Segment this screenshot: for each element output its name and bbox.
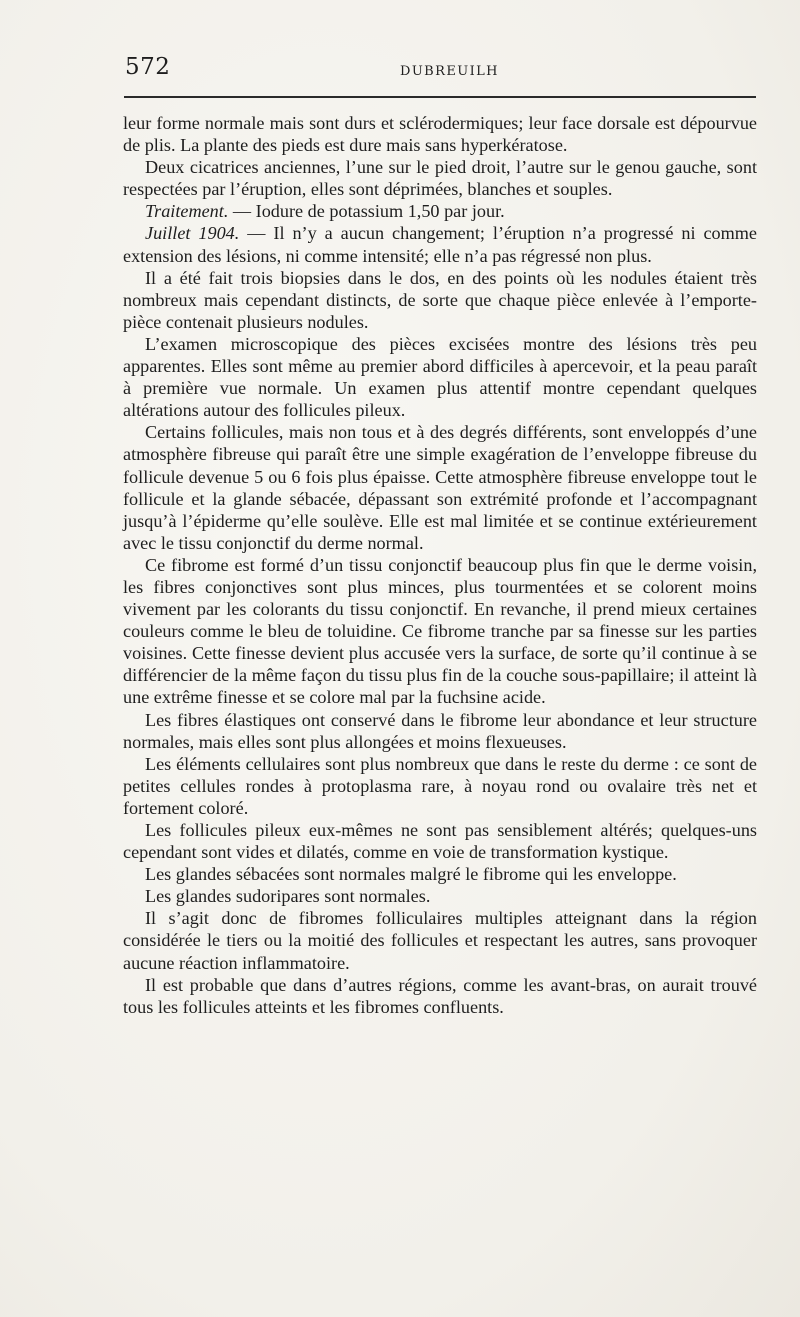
- paragraph: Il est probable que dans d’autres régions, comme les avant-bras, on aurait trouvé tous les follicules atteints et les fibromes confluents.: [123, 974, 757, 1017]
- paragraph: Les glandes sudoripares sont normales.: [145, 886, 431, 907]
- paragraph: Juillet 1904. — Il n’y a aucun changement; l’éruption n’a progressé ni comme extension des lésions, ni comme intensité; elle n’a pas régressé non plus.: [123, 223, 758, 266]
- paragraph: Les follicules pileux eux-mêmes ne sont pas sensiblement altérés; quelques-uns cependant sont vides et dilatés, comme en voie de transformation kystique.: [123, 820, 757, 863]
- paragraph: L’examen microscopique des pièces excisées montre des lésions très peu apparentes. Elles sont même au premier abord difficiles à apercevoir, et la peau paraît à première vue normale. Un examen plus attentif montre cependant quelques altérations autour des follicules pileux.: [123, 333, 757, 421]
- paragraph: Il a été fait trois biopsies dans le dos, en des points où les nodules étaient très nombreux mais cependant distincts, de sorte que chaque pièce enlevée à l’emporte-pièce contenait plusieurs nodules.: [123, 267, 757, 332]
- paragraph: Les éléments cellulaires sont plus nombreux que dans le reste du derme : ce sont de petites cellules rondes à protoplasma rare, à noyau rond ou ovalaire très net et fortement coloré.: [123, 753, 757, 818]
- page-header: [122, 52, 757, 92]
- paragraph: leur forme normale mais sont durs et sclérodermiques; leur face dorsale est dépourvue de plis. La plante des pieds est dure mais sans hyperkératose.: [123, 113, 757, 156]
- paragraph: Il s’agit donc de fibromes folliculaires multiples atteignant dans la région considérée le tiers ou la moitié des follicules et respectant les autres, sans provoquer aucune réaction inflammatoire.: [123, 908, 757, 973]
- paragraph: Certains follicules, mais non tous et à des degrés différents, sont enveloppés d’une atmosphère fibreuse qui paraît être une simple exagération de l’enveloppe fibreuse du follicule devenue 5 ou 6 fois plus épaisse. Cette atmosphère fibreuse enveloppe tout le follicule et la glande sébacée, dépassant son extrémité profonde et l’accompagnant jusqu’à l’épiderme qu’elle soulève. Elle est mal limitée et se continue extérieurement avec le tissu conjonctif du derme normal.: [123, 422, 757, 553]
- page-number: 572: [125, 54, 171, 80]
- paragraph: Traitement. — Iodure de potassium 1,50 par jour.: [145, 201, 505, 222]
- header-rule: [124, 96, 756, 98]
- paragraph: Deux cicatrices anciennes, l’une sur le pied droit, l’autre sur le genou gauche, sont respectées par l’éruption, elles sont déprimées, blanches et souples.: [123, 157, 757, 200]
- paragraph: Ce fibrome est formé d’un tissu conjonctif beaucoup plus fin que le derme voisin, les fibres conjonctives sont plus minces, plus tourmentées et se colorent moins vivement par les colorants du tissu conjonctif. En revanche, il prend mieux certaines couleurs comme le bleu de toluidine. Ce fibrome tranche par sa finesse sur les parties voisines. Cette finesse devient plus accusée vers la surface, de sorte qu’il continue à se différencier de la même façon du tissu plus fin de la couche sous-papillaire; il atteint là une extrême finesse et se colore mal par la fuchsine acide.: [123, 554, 757, 708]
- paragraph-lead: Traitement.: [145, 201, 229, 222]
- running-head: DUBREUILH: [400, 64, 499, 79]
- paragraph: Les fibres élastiques ont conservé dans le fibrome leur abondance et leur structure normales, mais elles sont plus allongées et moins flexueuses.: [123, 709, 757, 752]
- paragraph-lead: Juillet 1904.: [145, 223, 240, 244]
- body-text: [123, 112, 757, 1018]
- paragraph: Les glandes sébacées sont normales malgré le fibrome qui les enveloppe.: [145, 864, 677, 885]
